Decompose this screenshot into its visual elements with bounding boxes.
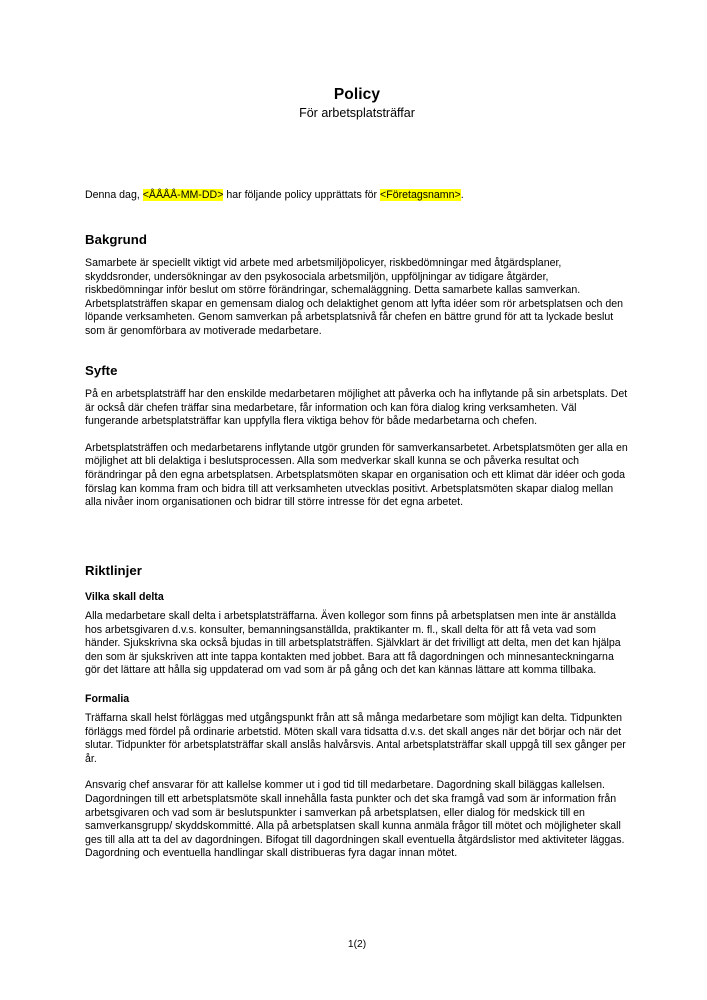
paragraph: Samarbete är speciellt viktigt vid arbete med arbetsmiljöpolicyer, riskbedömningar med åtgärdsplaner, skyddsronder, undersökningar av den psykosociala arbetsmiljön, uppföljningar av tidigare åtgärder, riskbedömningar inför beslut om större förändringar, schemaläggning. Detta samarbete kallas samverkan. Arbetsplatsträffen skapar en gemensam dialog och delaktighet genom att lyfta idéer som rör arbetsplatsen och den löpande verksamheten. Genom samverkan på arbetsplatsnivå får chefen en bättre grund för att ta lyckade beslut som är genomförbara av motiverade medarbetare. [85, 257, 624, 337]
paragraph: Alla medarbetare skall delta i arbetsplatsträffarna. Även kollegor som finns på arbetsplatsen men inte är anställda hos arbetsgivaren d.v.s. konsulter, bemanningsanställda, praktikanter m. fl., skall delta för att få veta vad som händer. Sjukskrivna ska också bjudas in till arbetsplatsträffen. Självklart är det frivilligt att delta, men det kan hjälpa den som är sjukskriven att inte tappa kontakten med jobbet. Bara att få dagordningen och minnesanteckningarna gör det lättare att hålla sig uppdaterad om vad som är på gång och det kan kännas lättare att komma tillbaka. [85, 610, 621, 677]
paragraph: Ansvarig chef ansvarar för att kallelse kommer ut i god tid till medarbetare. Dagordning skall biläggas kallelsen. Dagordningen till ett arbetsplatsmöte skall innehålla fasta punkter och det ska framgå vad som är information från arbetsgivaren och vad som är beslutspunkter i samverkan på arbetsplatsen, eller dialog för medskick till en samverkansgrupp/ skyddskommitté. Alla på arbetsplatsen skall kunna anmäla frågor till mötet och möjligheter skall ges till alla att ta del av dagordningen. Bifogat till dagordningen skall eventuella åtgärdslistor med aktiviteter läggas. Dagordning och eventuella handlingar skall distribueras fyra dagar innan mötet. [85, 779, 625, 860]
section-heading-bakgrund: Bakgrund [85, 232, 147, 247]
paragraph: På en arbetsplatsträff har den enskilde medarbetaren möjlighet att påverka och ha inflytande på sin arbetsplats. Det är också där chefen träffar sina medarbetare, får information och kan föra dialog kring verksamheten. Väl fungerande arbetsplatsträffar kan uppfylla flera viktiga behov för både medarbetarna och chefen. [85, 388, 628, 428]
intro-text-between: har följande policy upprättats för [223, 189, 381, 201]
paragraph: Arbetsplatsträffen och medarbetarens inflytande utgör grunden för samverkansarbetet. Arbetsplatsmöten ger alla en möjlighet att bli delaktiga i beslutsprocessen. Alla som medverkar skall kunna se och påverka resultat och förändringar på den egna arbetsplatsen. Arbetsplatsmöten skapar en organisation och ett klimat där idéer och goda förslag kan komma fram och bidra till att verksamheten utvecklas positivt. Arbetsplatsmöten skapar dialog mellan alla nivåer inom organisationen och bidrar till större intresse för det egna arbetet. [85, 441, 628, 509]
paragraph: Träffarna skall helst förläggas med utgångspunkt från att så många medarbetare som möjligt kan delta. Tidpunkten förläggs med fördel på ordinarie arbetstid. Möten skall vara tidsatta d.v.s. det skall anges när det börjar och när det slutar. Tidpunkter för arbetsplatsträffar skall anslås halvårsvis. Antal arbetsplatsträffar skall uppgå till sex gånger per år. [85, 711, 626, 765]
page-number: 1(2) [347, 939, 367, 950]
section-heading-syfte: Syfte [85, 363, 118, 378]
intro-text-after: . [460, 189, 464, 201]
section-riktlinjer [85, 563, 629, 861]
subsection-heading-formalia: Formalia [85, 692, 130, 705]
date-placeholder[interactable]: <ÅÅÅÅ-MM-DD> [142, 189, 224, 201]
intro-line [85, 188, 629, 202]
company-name-placeholder[interactable]: <Företagsnamn> [380, 189, 461, 201]
section-heading-riktlinjer: Riktlinjer [85, 563, 142, 578]
page-footer [85, 938, 629, 952]
intro-text-before: Denna dag, [85, 189, 143, 201]
subsection-vilka-skall-delta [85, 590, 629, 678]
subsection-heading-vilka-skall-delta: Vilka skall delta [85, 591, 164, 603]
document-header [85, 86, 629, 121]
section-bakgrund [85, 232, 629, 339]
subsection-formalia [85, 692, 629, 861]
page-title: Policy [333, 86, 381, 103]
section-syfte [85, 363, 629, 510]
page-subtitle: För arbetsplatsträffar [299, 106, 415, 120]
